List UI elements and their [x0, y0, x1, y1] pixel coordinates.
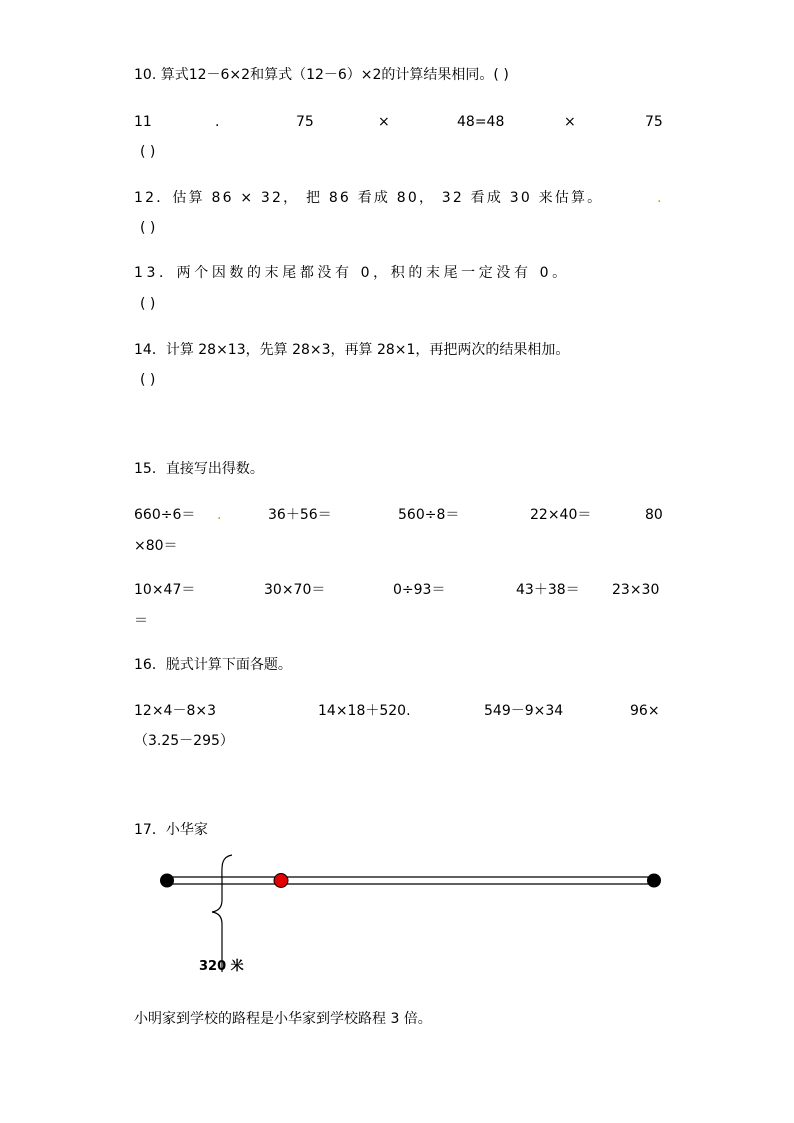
q11-term-1: 75	[296, 114, 314, 130]
q11-dot: .	[215, 114, 220, 130]
brace-bracket	[212, 855, 232, 972]
q15-item-wrap: ×80＝	[134, 538, 178, 554]
q15-item: 0÷93＝	[393, 582, 446, 598]
q15-item: 30×70＝	[264, 582, 326, 598]
q16-item: 14×18＋520.	[318, 703, 411, 719]
q14-answer-paren: ( )	[140, 372, 156, 388]
question-13: 13．两个因数的末尾都没有 0，积的末尾一定没有 0。	[134, 265, 570, 281]
xiaohua-home-marker	[274, 874, 288, 888]
q15-item: 43＋38＝	[516, 582, 580, 598]
q11-times-2: ×	[564, 114, 576, 130]
question-17-sentence: 小明家到学校的路程是小华家到学校路程 3 倍。	[134, 1011, 432, 1027]
road-line	[167, 877, 654, 884]
q12-dot: .	[657, 190, 662, 206]
q11-term-2: 48=48	[457, 114, 505, 130]
q16-item-wrap: （3.25－295）	[134, 733, 234, 749]
q15-dot: .	[217, 507, 222, 523]
question-10: 10. 算式12－6×2和算式（12－6）×2的计算结果相同。( )	[134, 67, 509, 83]
q16-item: 12×4－8×3	[134, 703, 216, 719]
q16-item: 96×	[630, 703, 660, 719]
q13-answer-paren: ( )	[140, 296, 156, 312]
q15-item: 660÷6＝	[134, 507, 196, 523]
end-point-marker	[647, 874, 661, 888]
q11-term-3: 75	[645, 114, 663, 130]
question-16-title: 16．脱式计算下面各题。	[134, 657, 292, 673]
q15-item: 22×40＝	[530, 507, 592, 523]
q15-item: 560÷8＝	[398, 507, 460, 523]
question-17-title: 17．小华家	[134, 822, 208, 838]
q12-answer-paren: ( )	[140, 220, 156, 236]
q11-number: 11	[134, 114, 152, 130]
q15-item: 36＋56＝	[268, 507, 332, 523]
q16-item: 549－9×34	[484, 703, 564, 719]
q15-item-wrap: ＝	[134, 613, 148, 629]
question-14: 14．计算 28×13，先算 28×3，再算 28×1，再把两次的结果相加。	[134, 342, 570, 358]
question-15-title: 15．直接写出得数。	[134, 461, 264, 477]
start-point-marker	[160, 874, 174, 888]
q15-item: 80	[645, 507, 663, 523]
q15-item: 10×47＝	[134, 582, 196, 598]
q11-times-1: ×	[378, 114, 390, 130]
q11-answer-paren: ( )	[140, 144, 156, 160]
question-12: 12．估算 86 × 32， 把 86 看成 80， 32 看成 30 来估算。	[134, 190, 604, 206]
q15-item: 23×30	[612, 582, 660, 598]
distance-label: 320 米	[199, 959, 244, 974]
